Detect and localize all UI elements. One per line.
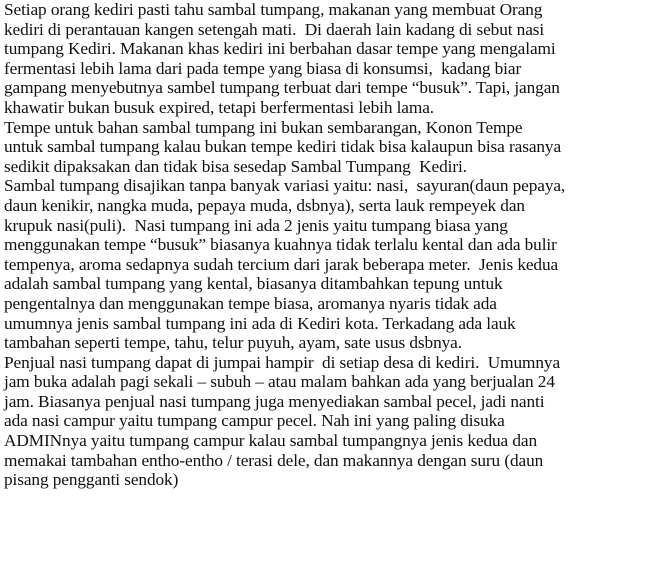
text-line: umumnya jenis sambal tumpang ini ada di Kediri kota. Terkadang ada lauk [4, 313, 516, 333]
paragraph-2 [4, 118, 650, 177]
text-line: ada nasi campur yaitu tumpang campur pecel. Nah ini yang paling disuka [4, 411, 505, 431]
text-line: memakai tambahan entho-entho / terasi dele, dan makannya dengan suru (daun [4, 450, 544, 470]
text-line: Penjual nasi tumpang dapat di jumpai hampir di setiap desa di kediri. Umumnya [4, 352, 561, 372]
text-line: daun kenikir, nangka muda, pepaya muda, dsbnya), serta lauk rempeyek dan [4, 195, 525, 215]
text-line: kediri di perantauan kangen setengah mati. Di daerah lain kadang di sebut nasi [4, 19, 545, 39]
text-line: tambahan seperti tempe, tahu, telur puyuh, ayam, sate usus dsbnya. [4, 333, 462, 353]
text-line: sedikit dipaksakan dan tidak bisa sesedap Sambal Tumpang Kediri. [4, 156, 467, 176]
text-line: gampang menyebutnya sambel tumpang terbuat dari tempe “busuk”. Tapi, jangan [4, 78, 560, 98]
paragraph-3 [4, 176, 650, 352]
text-line: khawatir bukan busuk expired, tetapi berfermentasi lebih lama. [4, 97, 435, 117]
text-line: jam. Biasanya penjual nasi tumpang juga menyediakan sambal pecel, jadi nanti [4, 391, 545, 411]
paragraph-1 [4, 0, 650, 118]
text-line: ADMINnya yaitu tumpang campur kalau sambal tumpangnya jenis kedua dan [4, 431, 537, 451]
text-line: tumpang Kediri. Makanan khas kediri ini berbahan dasar tempe yang mengalami [4, 39, 556, 59]
text-line: jam buka adalah pagi sekali – subuh – atau malam bahkan ada yang berjualan 24 [4, 372, 555, 392]
text-line: krupuk nasi(puli). Nasi tumpang ini ada 2 jenis yaitu tumpang biasa yang [4, 215, 508, 235]
text-line: Setiap orang kediri pasti tahu sambal tumpang, makanan yang membuat Orang [4, 0, 543, 19]
text-line: pisang pengganti sendok) [4, 470, 179, 490]
text-line: menggunakan tempe “busuk” biasanya kuahnya tidak terlalu kental dan ada bulir [4, 235, 557, 255]
text-line: Tempe untuk bahan sambal tumpang ini bukan sembarangan, Konon Tempe [4, 117, 523, 137]
text-line: untuk sambal tumpang kalau bukan tempe kediri tidak bisa kalaupun bisa rasanya [4, 137, 562, 157]
text-line: Sambal tumpang disajikan tanpa banyak variasi yaitu: nasi, sayuran(daun pepaya, [4, 176, 566, 196]
text-line: fermentasi lebih lama dari pada tempe yang biasa di konsumsi, kadang biar [4, 58, 522, 78]
text-line: pengentalnya dan menggunakan tempe biasa, aromanya nyaris tidak ada [4, 293, 497, 313]
paragraph-4 [4, 353, 650, 490]
text-line: tempenya, aroma sedapnya sudah tercium dari jarak beberapa meter. Jenis kedua [4, 254, 559, 274]
text-line: adalah sambal tumpang yang kental, biasanya ditambahkan tepung untuk [4, 274, 503, 294]
